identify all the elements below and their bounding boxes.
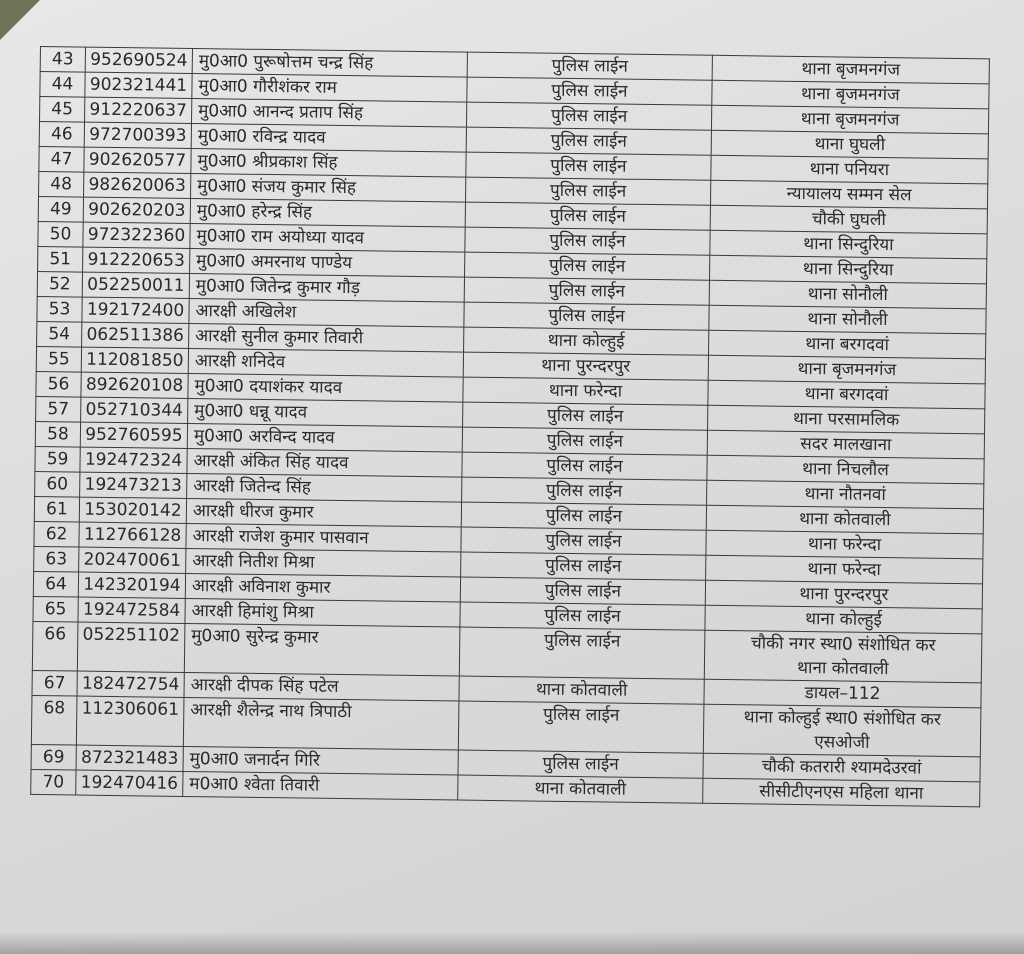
current-posting-text: पुलिस लाईन [546, 405, 624, 427]
employee-number-text: 952760595 [85, 424, 183, 446]
new-posting-cell [709, 255, 986, 284]
personnel-name-cell [189, 323, 464, 352]
serial-number-cell [35, 421, 80, 447]
new-posting-text: थाना बृजमनगंज [797, 358, 897, 381]
serial-number-text: 44 [51, 74, 74, 95]
new-posting-cell [706, 555, 983, 584]
employee-number-text: 112081850 [86, 349, 184, 371]
current-posting-text: पुलिस लाईन [542, 753, 619, 775]
serial-number-text: 61 [45, 499, 68, 520]
personnel-name-cell [189, 273, 464, 302]
current-posting-text: पुलिस लाईन [550, 130, 628, 152]
serial-number-cell [37, 271, 82, 297]
personnel-name-text: मु0आ0 श्रीप्रकाश सिंह [197, 151, 338, 173]
current-posting-text: पुलिस लाईन [543, 704, 620, 726]
new-posting-text: चौकी कतरारी श्यामदेउरवां [761, 756, 922, 779]
current-posting-cell [461, 527, 706, 555]
current-posting-text: पुलिस लाईन [549, 230, 626, 252]
new-posting-cell [707, 455, 984, 484]
new-posting-text: थाना घुघली [814, 134, 886, 156]
serial-number-text: 55 [47, 349, 70, 370]
serial-number-text: 52 [48, 274, 71, 295]
employee-number-cell [82, 272, 189, 298]
employee-number-cell [82, 322, 189, 348]
current-posting-text: पुलिस लाईन [545, 530, 622, 552]
new-posting-cell [704, 679, 981, 708]
serial-number-cell [39, 122, 84, 148]
serial-number-cell [40, 72, 85, 98]
new-posting-text: थाना फरेन्दा [807, 534, 882, 556]
transfer-list-table [30, 46, 990, 807]
personnel-name-text: मु0आ0 पुरूषोत्तम चन्द्र सिंह [198, 51, 374, 74]
personnel-name-cell [190, 248, 465, 277]
new-posting-cell [706, 530, 983, 559]
employee-number-text: 952690524 [90, 49, 188, 71]
employee-number-text: 052710344 [85, 399, 184, 421]
personnel-name-text: मु0आ0 धन्नू यादव [194, 401, 308, 423]
serial-number-cell [38, 246, 83, 272]
personnel-name-cell [185, 598, 460, 627]
current-posting-cell [458, 775, 703, 803]
new-posting-text: थाना नौतनवां [804, 484, 886, 506]
employee-number-text: 192473213 [84, 474, 183, 496]
serial-number-text: 47 [50, 149, 73, 170]
serial-number-cell [38, 196, 83, 222]
current-posting-cell [465, 202, 710, 230]
serial-number-text: 69 [42, 747, 65, 768]
new-posting-cell [703, 704, 981, 757]
new-posting-cell [708, 355, 985, 384]
current-posting-cell [459, 676, 704, 704]
new-posting-cell [711, 130, 988, 159]
new-posting-text: थाना कोल्हुई [805, 609, 883, 631]
current-posting-cell [464, 327, 709, 355]
current-posting-text: पुलिस लाईन [545, 505, 623, 527]
current-posting-cell [458, 701, 704, 753]
employee-number-text: 912220637 [89, 99, 187, 121]
current-posting-text: पुलिस लाईन [546, 455, 623, 477]
serial-number-cell [40, 97, 85, 123]
current-posting-text: पुलिस लाईन [551, 80, 628, 102]
personnel-name-cell [186, 548, 461, 577]
new-posting-cell [709, 330, 986, 359]
personnel-name-cell [189, 298, 464, 327]
new-posting-cell [707, 430, 984, 459]
new-posting-cell [709, 280, 986, 309]
new-posting-cell [703, 778, 980, 807]
new-posting-text-line2: थाना कोतवाली [797, 657, 889, 680]
personnel-name-cell [191, 148, 466, 177]
personnel-name-text: म0आ0 श्वेता तिवारी [189, 774, 320, 796]
employee-number-text: 972700393 [89, 124, 187, 146]
serial-number-cell [37, 321, 82, 347]
serial-number-cell [35, 471, 80, 497]
current-posting-text: पुलिस लाईन [544, 630, 621, 652]
employee-number-cell [79, 522, 186, 548]
employee-number-cell [85, 97, 192, 123]
personnel-name-text: मु0आ0 संजय कुमार सिंह [197, 176, 357, 199]
personnel-name-cell [192, 73, 467, 102]
serial-number-text: 51 [49, 249, 72, 270]
personnel-name-text: आरक्षी अखिलेश [195, 301, 297, 323]
employee-number-cell [84, 122, 191, 148]
employee-number-cell [81, 372, 188, 398]
personnel-name-text: आरक्षी शनिदेव [194, 351, 286, 373]
current-posting-text: पुलिस लाईन [549, 205, 627, 227]
employee-number-cell [84, 147, 191, 173]
new-posting-text: थाना बृजमनगंज [800, 108, 900, 131]
serial-number-text: 48 [50, 174, 73, 195]
employee-number-cell [76, 745, 183, 771]
employee-number-text: 153020142 [84, 499, 182, 521]
current-posting-cell [461, 502, 706, 530]
current-posting-cell [466, 102, 711, 130]
employee-number-cell [80, 447, 187, 473]
current-posting-cell [460, 577, 705, 605]
employee-number-text: 112306061 [81, 698, 180, 720]
personnel-name-cell [192, 48, 467, 77]
new-posting-text: थाना कोल्हुई स्था0 संशोधित कर [743, 707, 942, 730]
current-posting-text: पुलिस लाईन [548, 305, 625, 327]
new-posting-cell [712, 55, 989, 84]
new-posting-text: थाना पुरन्दरपुर [799, 583, 889, 606]
employee-number-text: 972322360 [87, 224, 186, 246]
personnel-name-cell [187, 423, 462, 452]
new-posting-text: सीसीटीएनएस महिला थाना [759, 781, 924, 804]
new-posting-text: थाना निचलौल [802, 459, 889, 481]
current-posting-cell [459, 627, 705, 679]
current-posting-cell [462, 477, 707, 505]
new-posting-text: थाना सिन्दुरिया [802, 259, 894, 281]
employee-number-cell [79, 497, 186, 523]
personnel-name-cell [186, 498, 461, 527]
serial-number-text: 49 [49, 199, 72, 220]
employee-number-cell [85, 47, 192, 73]
current-posting-text: थाना पुरन्दरपुर [541, 355, 631, 377]
serial-number-cell [36, 396, 81, 422]
current-posting-cell [465, 252, 710, 280]
employee-number-cell [81, 347, 188, 373]
personnel-name-text: मु0आ0 जनार्दन गिरि [189, 749, 321, 771]
employee-number-text: 112766128 [83, 524, 182, 546]
employee-number-text: 182472754 [81, 673, 180, 695]
new-posting-text: थाना बरगदवां [804, 384, 889, 406]
transfer-list-table-wrapper [30, 46, 990, 807]
employee-number-text: 902620203 [88, 199, 186, 221]
serial-number-text: 70 [42, 772, 65, 793]
new-posting-cell [710, 180, 987, 209]
current-posting-text: थाना कोतवाली [534, 778, 627, 800]
employee-number-text: 142320194 [83, 574, 181, 596]
new-posting-cell [708, 405, 985, 434]
new-posting-text: सदर मालखाना [800, 433, 892, 456]
serial-number-text: 53 [48, 299, 71, 320]
serial-number-text: 59 [46, 449, 69, 470]
serial-number-cell [36, 371, 81, 397]
personnel-name-text: आरक्षी धीरज कुमार [192, 501, 314, 523]
new-posting-cell [707, 480, 984, 509]
employee-number-cell [81, 397, 188, 423]
serial-number-cell [39, 171, 84, 197]
employee-number-text: 192172400 [86, 299, 185, 321]
employee-number-text: 052251102 [82, 624, 181, 646]
personnel-name-text: मु0आ0 रविन्द्र यादव [197, 126, 326, 148]
personnel-name-cell [184, 672, 459, 701]
new-posting-text: थाना फरेन्दा [807, 559, 881, 581]
employee-number-cell [80, 422, 187, 448]
employee-number-text: 062511386 [86, 324, 185, 346]
current-posting-text: थाना फरेन्दा [548, 380, 623, 402]
page-edge-shadow [0, 932, 1024, 954]
current-posting-cell [467, 77, 712, 105]
current-posting-text: थाना कोल्हुई [547, 330, 625, 352]
personnel-name-text: मु0आ0 जितेन्द्र कुमार गौड़ [195, 276, 361, 299]
serial-number-cell [34, 521, 79, 547]
personnel-name-text: मु0आ0 अमरनाथ पाण्डेय [196, 251, 353, 274]
serial-number-cell [37, 296, 82, 322]
employee-number-cell [79, 547, 186, 573]
new-posting-cell [704, 630, 982, 683]
serial-number-cell [31, 744, 76, 770]
personnel-name-cell [188, 398, 463, 427]
current-posting-cell [464, 277, 709, 305]
employee-number-cell [77, 622, 185, 672]
new-posting-cell [706, 505, 983, 534]
personnel-name-text: आरक्षी नितीश मिश्रा [192, 551, 315, 573]
new-posting-text: थाना सिन्दुरिया [803, 234, 894, 256]
employee-number-text: 892620108 [85, 374, 184, 396]
new-posting-text-line2: एसओजी [814, 732, 870, 753]
current-posting-text: पुलिस लाईन [544, 580, 622, 602]
serial-number-text: 63 [45, 549, 68, 570]
personnel-name-text: मु0आ0 गौरीशंकर राम [198, 76, 338, 98]
employee-number-cell [83, 247, 190, 273]
new-posting-text: थाना सोनौली [807, 284, 889, 306]
current-posting-cell [463, 402, 708, 430]
employee-number-cell [83, 222, 190, 248]
table-body [31, 47, 990, 807]
serial-number-cell [34, 546, 79, 572]
serial-number-text: 43 [51, 49, 74, 70]
personnel-name-cell [184, 623, 460, 676]
personnel-name-cell [183, 746, 458, 775]
current-posting-text: पुलिस लाईन [548, 255, 626, 277]
serial-number-text: 54 [48, 324, 71, 345]
serial-number-cell [40, 47, 85, 73]
current-posting-cell [463, 377, 708, 405]
serial-number-text: 57 [47, 399, 70, 420]
personnel-name-text: आरक्षी राजेश कुमार पासवान [192, 526, 369, 549]
serial-number-cell [39, 146, 84, 172]
new-posting-text: थाना परसामलिक [792, 408, 900, 431]
employee-number-cell [84, 172, 191, 198]
new-posting-cell [705, 580, 982, 609]
employee-number-text: 052250011 [87, 274, 185, 296]
personnel-name-cell [191, 173, 466, 202]
current-posting-text: पुलिस लाईन [545, 555, 622, 577]
current-posting-cell [464, 302, 709, 330]
new-posting-text: थाना बरगदवां [805, 334, 890, 356]
serial-number-text: 65 [44, 599, 67, 620]
employee-number-cell [78, 597, 185, 623]
serial-number-cell [33, 571, 78, 597]
new-posting-cell [711, 155, 988, 184]
current-posting-text: पुलिस लाईन [546, 430, 624, 452]
personnel-name-cell [183, 771, 458, 800]
employee-number-text: 192470416 [80, 772, 179, 794]
employee-number-cell [80, 472, 187, 498]
current-posting-cell [465, 227, 710, 255]
employee-number-cell [85, 72, 192, 98]
personnel-name-text: मु0आ0 हरेन्द्र सिंह [196, 201, 313, 223]
serial-number-cell [32, 670, 77, 696]
personnel-name-text: आरक्षी सुनील कुमार तिवारी [195, 326, 364, 349]
current-posting-text: पुलिस लाईन [551, 55, 629, 77]
personnel-name-cell [191, 98, 466, 127]
personnel-name-cell [187, 448, 462, 477]
personnel-name-text: मु0आ0 सुरेन्द्र कुमार [191, 626, 319, 648]
current-posting-cell [461, 552, 706, 580]
current-posting-cell [460, 602, 705, 630]
new-posting-text: थाना सोनौली [807, 309, 888, 331]
employee-number-text: 192472324 [84, 449, 183, 471]
employee-number-text: 902620577 [88, 149, 187, 171]
personnel-name-cell [190, 223, 465, 252]
personnel-name-cell [185, 573, 460, 602]
new-posting-text: चौकी नगर स्था0 संशोधित कर [750, 633, 936, 656]
personnel-name-cell [183, 697, 459, 750]
personnel-name-cell [187, 473, 462, 502]
employee-number-cell [77, 671, 184, 697]
personnel-name-text: आरक्षी हिमांशु मिश्रा [191, 601, 315, 623]
new-posting-cell [711, 105, 988, 134]
new-posting-text: थाना बृजमनगंज [801, 58, 901, 81]
employee-number-text: 192472584 [82, 599, 181, 621]
serial-number-cell [35, 446, 80, 472]
serial-number-text: 64 [44, 574, 67, 595]
serial-number-cell [32, 621, 78, 671]
serial-number-text: 60 [46, 474, 69, 495]
new-posting-cell [710, 205, 987, 234]
current-posting-text: पुलिस लाईन [549, 180, 627, 202]
new-posting-text: थाना बृजमनगंज [800, 83, 900, 106]
new-posting-cell [709, 305, 986, 334]
current-posting-text: पुलिस लाईन [548, 280, 626, 302]
employee-number-cell [83, 197, 190, 223]
serial-number-cell [33, 596, 78, 622]
new-posting-text: डायल–112 [804, 683, 881, 705]
serial-number-cell [38, 221, 83, 247]
serial-number-text: 46 [50, 124, 73, 145]
serial-number-cell [31, 769, 76, 795]
new-posting-cell [712, 80, 989, 109]
personnel-name-text: मु0आ0 दयाशंकर यादव [194, 376, 343, 398]
employee-number-text: 872321483 [80, 747, 179, 769]
employee-number-text: 902321441 [89, 74, 188, 96]
employee-number-text: 982620063 [88, 174, 186, 196]
current-posting-cell [462, 427, 707, 455]
personnel-name-text: आरक्षी अंकित सिंह यादव [193, 451, 349, 474]
new-posting-cell [705, 605, 982, 634]
serial-number-cell [34, 496, 79, 522]
employee-number-text: 202470061 [83, 549, 182, 571]
current-posting-cell [466, 127, 711, 155]
personnel-name-cell [191, 123, 466, 152]
serial-number-text: 56 [47, 374, 70, 395]
current-posting-text: पुलिस लाईन [550, 155, 627, 177]
serial-number-text: 45 [51, 99, 74, 120]
current-posting-cell [463, 352, 708, 380]
personnel-name-text: आरक्षी अविनाश कुमार [191, 576, 331, 598]
serial-number-cell [31, 695, 77, 745]
serial-number-text: 68 [43, 698, 66, 719]
employee-number-cell [78, 572, 185, 598]
current-posting-text: पुलिस लाईन [545, 480, 623, 502]
personnel-name-text: आरक्षी दीपक सिंह पटेल [190, 675, 339, 697]
new-posting-cell [710, 230, 987, 259]
personnel-name-cell [188, 373, 463, 402]
personnel-name-cell [188, 348, 463, 377]
personnel-name-cell [190, 198, 465, 227]
personnel-name-text: मु0आ0 अरविन्द यादव [193, 426, 335, 448]
employee-number-cell [76, 696, 184, 746]
serial-number-text: 67 [43, 673, 66, 694]
new-posting-text: थाना पनियरा [809, 159, 890, 181]
personnel-name-cell [186, 523, 461, 552]
personnel-name-text: आरक्षी शैलेन्द्र नाथ त्रिपाठी [190, 700, 352, 723]
new-posting-text: न्यायालय सम्मन सेल [786, 183, 912, 206]
employee-number-text: 912220653 [87, 249, 186, 271]
current-posting-text: पुलिस लाईन [550, 105, 628, 127]
new-posting-text: चौकी घुघली [811, 209, 886, 231]
serial-number-text: 58 [46, 424, 69, 445]
current-posting-cell [465, 177, 710, 205]
current-posting-cell [466, 152, 711, 180]
serial-number-text: 62 [45, 524, 68, 545]
new-posting-cell [708, 380, 985, 409]
current-posting-text: पुलिस लाईन [544, 605, 621, 627]
employee-number-cell [76, 770, 183, 796]
background-corner [0, 0, 40, 40]
personnel-name-text: मु0आ0 राम अयोध्या यादव [196, 226, 365, 249]
current-posting-cell [458, 750, 703, 778]
serial-number-text: 66 [44, 624, 67, 645]
current-posting-cell [462, 452, 707, 480]
employee-number-cell [82, 297, 189, 323]
personnel-name-text: आरक्षी जितेन्द सिंह [193, 476, 312, 498]
serial-number-cell [36, 346, 81, 372]
current-posting-cell [467, 52, 712, 80]
new-posting-text: थाना कोतवाली [799, 508, 891, 531]
new-posting-cell [703, 753, 980, 782]
personnel-name-text: मु0आ0 आनन्द प्रताप सिंह [198, 101, 364, 124]
serial-number-text: 50 [49, 224, 72, 245]
current-posting-text: थाना कोतवाली [535, 679, 628, 701]
